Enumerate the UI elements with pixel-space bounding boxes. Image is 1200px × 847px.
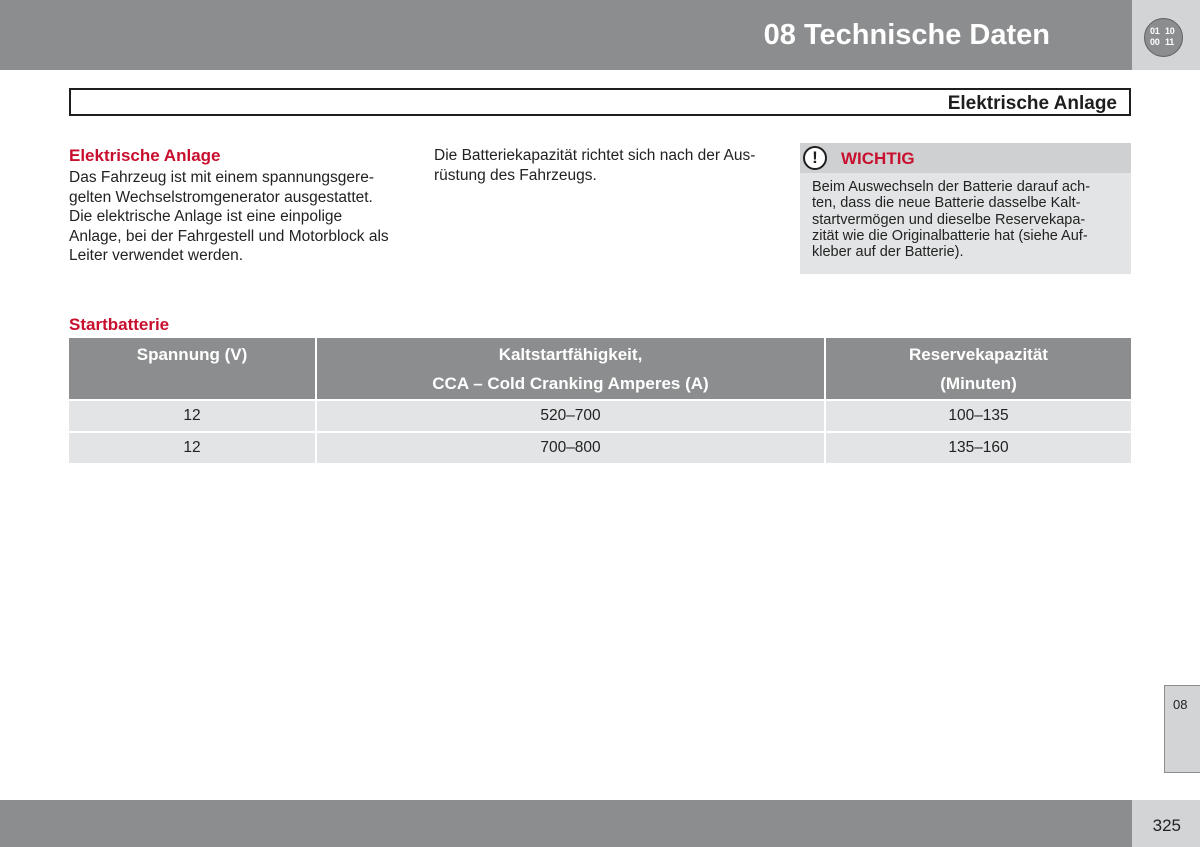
header-bar <box>0 0 1132 70</box>
chapter-side-tab <box>1164 685 1200 773</box>
warning-text <box>812 179 1090 260</box>
intro-line: Leiter verwendet werden. <box>69 247 244 265</box>
cell-voltage: 12 <box>69 399 317 431</box>
cell-voltage: 12 <box>69 431 317 463</box>
chapter-side-tab-label: 08 <box>1173 697 1188 712</box>
warning-line: zität wie die Originalbatterie hat (siehe Auf- <box>812 227 1088 244</box>
warning-line: ten, dass die neue Batterie dasselbe Kalt- <box>812 195 1081 212</box>
specs-chapter-icon: 01 10 00 11 <box>1144 18 1183 57</box>
exclamation-icon: ! <box>803 146 827 170</box>
header-voltage: Spannung (V) <box>69 338 317 399</box>
warning-box <box>800 143 1131 274</box>
capacity-note-line: rüstung des Fahrzeugs. <box>434 166 597 184</box>
battery-table <box>69 338 1131 463</box>
warning-line: Beim Auswechseln der Batterie darauf ach- <box>812 179 1091 195</box>
page-number: 325 <box>1152 816 1181 835</box>
header-reserve: Reservekapazität (Minuten) <box>826 338 1131 399</box>
table-row <box>69 399 1131 431</box>
chapter-title: 08 Technische Daten <box>763 19 1050 51</box>
warning-line: kleber auf der Batterie). <box>812 244 964 261</box>
cell-reserve: 135–160 <box>826 431 1131 463</box>
capacity-note-line: Die Batteriekapazität richtet sich nach der Aus- <box>434 147 756 164</box>
intro-text <box>69 168 389 266</box>
warning-header <box>800 143 1131 173</box>
warning-line: startvermögen und dieselbe Reservekapa- <box>812 211 1086 228</box>
footer-bar <box>0 800 1132 847</box>
cell-reserve: 100–135 <box>826 399 1131 431</box>
intro-line: Anlage, bei der Fahrgestell und Motorblock als <box>69 227 389 245</box>
cell-cca: 520–700 <box>317 399 826 431</box>
section-title: Elektrische Anlage <box>947 93 1117 114</box>
table-heading: Startbatterie <box>69 315 170 334</box>
header-cca: Kaltstartfähigkeit, CCA – Cold Cranking Amperes (A) <box>317 338 826 399</box>
intro-line: gelten Wechselstromgenerator ausgestattet. <box>69 188 373 206</box>
table-header-row <box>69 338 1131 399</box>
intro-line: Das Fahrzeug ist mit einem spannungsgere- <box>69 169 374 186</box>
page-number-box <box>1132 800 1200 847</box>
table-row <box>69 431 1131 463</box>
intro-heading: Elektrische Anlage <box>69 146 221 165</box>
section-title-box <box>69 88 1131 116</box>
capacity-note <box>434 146 755 185</box>
cell-cca: 700–800 <box>317 431 826 463</box>
warning-title: WICHTIG <box>841 149 915 168</box>
intro-line: Die elektrische Anlage ist eine einpolige <box>69 208 343 226</box>
